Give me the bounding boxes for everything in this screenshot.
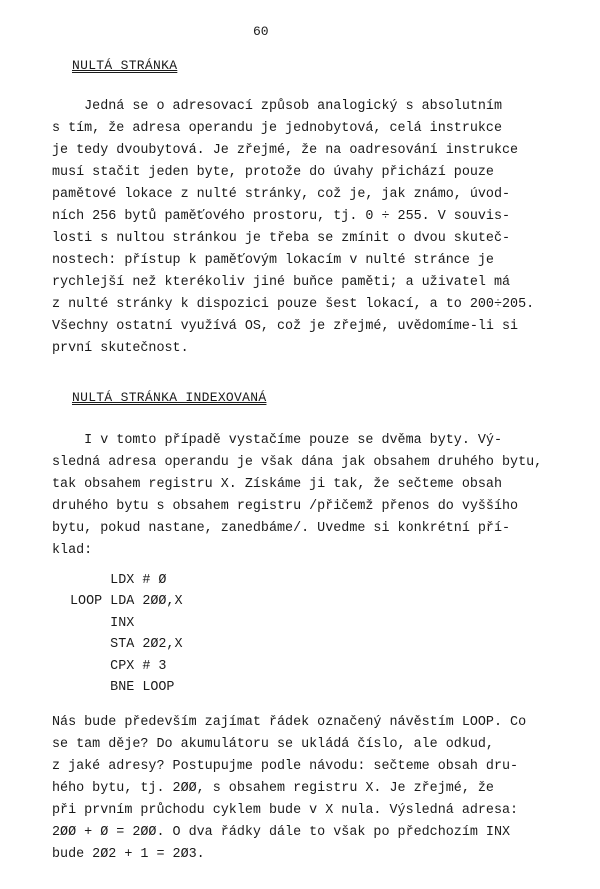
text-line: bude 2Ø2 + 1 = 2Ø3. <box>52 847 205 862</box>
text-line: bytu, pokud nastane, zanedbáme/. Uvedme si konkrétní pří- <box>52 521 511 536</box>
text-line: klad: <box>52 543 93 558</box>
text-line: I v tomto případě vystačíme pouze se dvěma byty. Vý- <box>52 433 502 448</box>
text-line: ních 256 bytů paměťového prostoru, tj. 0 ÷ 255. V souvis- <box>52 209 511 224</box>
page-number: 60 <box>253 24 269 39</box>
text-line: musí stačit jeden byte, protože do úvahy přichází pouze <box>52 165 494 180</box>
paragraph-indexovana <box>52 430 572 562</box>
text-line: Všechny ostatní využívá OS, což je zřejmé, uvědomíme-li si <box>52 319 519 334</box>
text-line: při prvním průchodu cyklem bude v X nula. Výsledná adresa: <box>52 803 519 818</box>
paragraph-nulta-stranka <box>52 96 572 360</box>
text-line: první skutečnost. <box>52 341 189 356</box>
text-line: z nulté stránky k dispozici pouze šest lokací, a to 200÷205. <box>52 297 535 312</box>
text-line: se tam děje? Do akumulátoru se ukládá číslo, ale odkud, <box>52 737 494 752</box>
text-line: hého bytu, tj. 2ØØ, s obsahem registru X. Je zřejmé, že <box>52 781 494 796</box>
text-line: 2ØØ + Ø = 2ØØ. O dva řádky dále to však po předchozím INX <box>52 825 511 840</box>
text-line: je tedy dvoubytová. Je zřejmé, že na oadresování instrukce <box>52 143 519 158</box>
code-line: LOOP LDA 2ØØ,X <box>70 594 183 610</box>
text-line: pamětové lokace z nulté stránky, což je, jak známo, úvod- <box>52 187 511 202</box>
code-line: INX <box>70 615 135 631</box>
text-line: tak obsahem registru X. Získáme ji tak, že sečteme obsah <box>52 477 502 492</box>
text-line: nostech: přístup k paměťovým lokacím v nulté stránce je <box>52 253 494 268</box>
text-line: z jaké adresy? Postupujme podle návodu: sečteme obsah dru- <box>52 759 519 774</box>
text-line: druhého bytu s obsahem registru /přičemž přenos do vyššího <box>52 499 519 514</box>
text-line: s tím, že adresa operandu je jednobytová, celá instrukce <box>52 121 502 136</box>
code-line: LDX # Ø <box>70 573 167 588</box>
code-listing <box>70 570 183 698</box>
text-line: Jedná se o adresovací způsob analogický s absolutním <box>52 99 502 114</box>
section-heading-nulta-stranka-indexovana: NULTÁ STRÁNKA INDEXOVANÁ <box>72 390 267 405</box>
code-line: CPX # 3 <box>70 658 167 674</box>
text-line: rychlejší než kterékoliv jiné buňce paměti; a uživatel má <box>52 275 511 290</box>
section-heading-nulta-stranka: NULTÁ STRÁNKA <box>72 58 178 73</box>
code-line: BNE LOOP <box>70 679 175 695</box>
text-line: Nás bude především zajímat řádek označený návěstím LOOP. Co <box>52 715 527 730</box>
text-line: losti s nultou stránkou je třeba se zmínit o dvou skuteč- <box>52 231 511 246</box>
code-line: STA 2Ø2,X <box>70 637 183 653</box>
text-line: sledná adresa operandu je však dána jak obsahem druhého bytu, <box>52 455 543 470</box>
paragraph-loop-explanation <box>52 712 572 866</box>
